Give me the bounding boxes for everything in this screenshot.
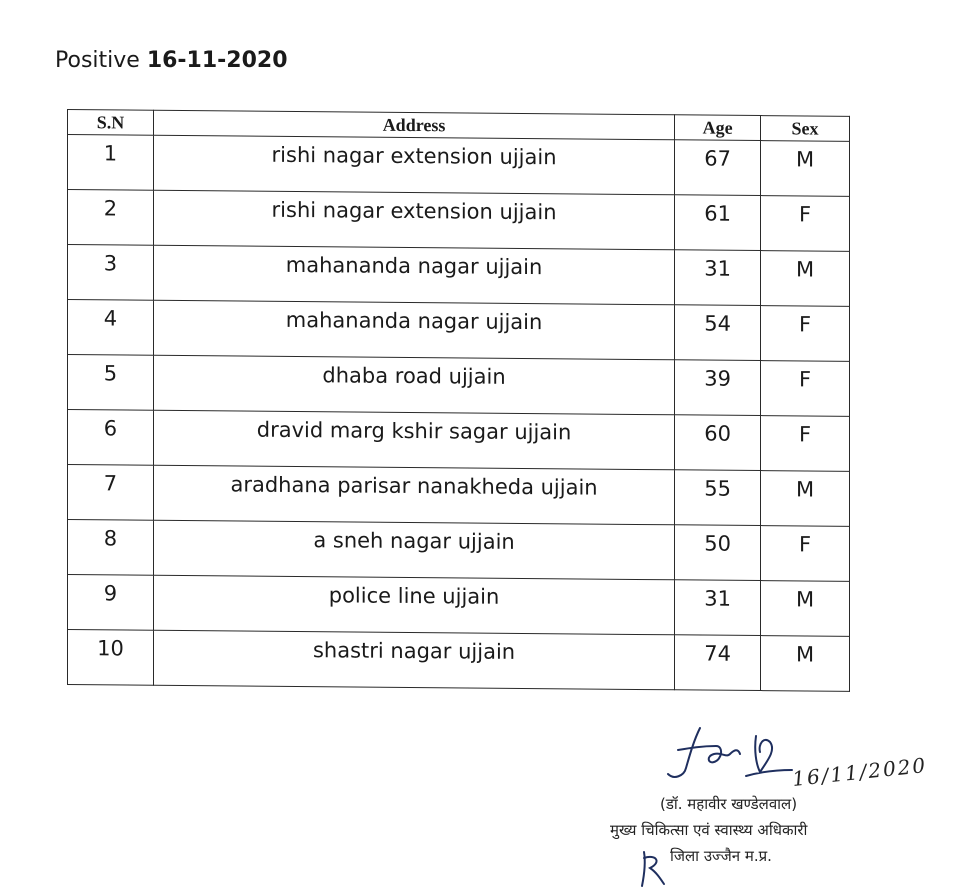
cell-address: rishi nagar extension ujjain bbox=[153, 190, 674, 250]
cell-sn: 2 bbox=[68, 190, 154, 246]
cell-address: aradhana parisar nanakheda ujjain bbox=[153, 465, 674, 525]
positive-cases-table bbox=[67, 109, 850, 692]
cell-sn: 10 bbox=[68, 630, 154, 686]
cell-age: 55 bbox=[675, 470, 761, 526]
table-row bbox=[68, 575, 850, 637]
cell-age: 74 bbox=[675, 635, 761, 691]
signature-date: 16/11/2020 bbox=[791, 752, 929, 792]
table-row bbox=[68, 245, 850, 307]
heading-date: 16-11-2020 bbox=[146, 48, 288, 73]
table-row bbox=[68, 410, 850, 472]
cell-age: 31 bbox=[675, 580, 761, 636]
officer-name: (डॉ. महावीर खण्डेलवाल) bbox=[660, 795, 798, 813]
cell-address: shastri nagar ujjain bbox=[153, 630, 674, 690]
cell-sex: F bbox=[761, 196, 850, 252]
cell-sex: F bbox=[761, 526, 850, 582]
cell-sex: M bbox=[761, 636, 850, 692]
officer-designation: मुख्य चिकित्सा एवं स्वास्थ्य अधिकारी bbox=[610, 821, 808, 839]
header-sn: S.N bbox=[68, 110, 154, 136]
cell-age: 61 bbox=[675, 195, 761, 251]
page-heading bbox=[55, 48, 288, 73]
heading-prefix: Positive bbox=[55, 48, 140, 73]
table-row bbox=[68, 630, 850, 692]
table-row bbox=[68, 355, 850, 417]
cell-sex: M bbox=[761, 141, 850, 197]
header-age: Age bbox=[675, 115, 761, 141]
cell-address: dravid marg kshir sagar ujjain bbox=[153, 410, 674, 470]
cell-address: a sneh nagar ujjain bbox=[153, 520, 674, 580]
cell-age: 54 bbox=[675, 305, 761, 361]
handwritten-signature bbox=[660, 720, 800, 790]
cell-age: 67 bbox=[675, 140, 761, 196]
cell-age: 31 bbox=[675, 250, 761, 306]
signature-block bbox=[600, 720, 940, 889]
table-row bbox=[68, 465, 850, 527]
cell-sn: 3 bbox=[68, 245, 154, 301]
table-row bbox=[68, 190, 850, 252]
cell-address: mahananda nagar ujjain bbox=[153, 245, 674, 305]
cell-sex: M bbox=[761, 251, 850, 307]
header-sex: Sex bbox=[761, 116, 850, 142]
cell-sn: 9 bbox=[68, 575, 154, 631]
cell-sex: F bbox=[761, 361, 850, 417]
cell-sex: M bbox=[761, 471, 850, 527]
header-address: Address bbox=[153, 110, 674, 140]
initial-mark bbox=[638, 848, 668, 888]
cell-sex: F bbox=[761, 416, 850, 472]
cell-address: mahananda nagar ujjain bbox=[153, 300, 674, 360]
cell-sn: 8 bbox=[68, 520, 154, 576]
table-row bbox=[68, 520, 850, 582]
officer-district: जिला उज्जैन म.प्र. bbox=[670, 847, 772, 865]
cell-age: 60 bbox=[675, 415, 761, 471]
cell-sn: 7 bbox=[68, 465, 154, 521]
cell-sn: 5 bbox=[68, 355, 154, 411]
table-row bbox=[68, 135, 850, 197]
cell-address: police line ujjain bbox=[153, 575, 674, 635]
cell-sn: 6 bbox=[68, 410, 154, 466]
cell-sn: 4 bbox=[68, 300, 154, 356]
cell-sex: F bbox=[761, 306, 850, 362]
cell-age: 50 bbox=[675, 525, 761, 581]
cell-age: 39 bbox=[675, 360, 761, 416]
cell-sn: 1 bbox=[68, 135, 154, 191]
cell-sex: M bbox=[761, 581, 850, 637]
cell-address: rishi nagar extension ujjain bbox=[153, 135, 674, 195]
cell-address: dhaba road ujjain bbox=[153, 355, 674, 415]
table-row bbox=[68, 300, 850, 362]
